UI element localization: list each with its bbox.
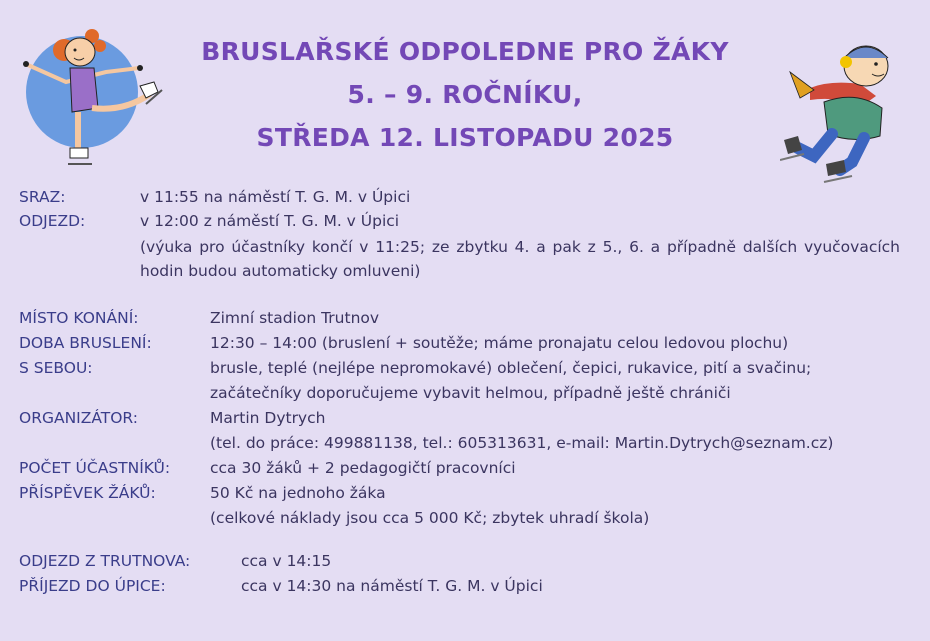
prispevek-note: (celkové náklady jsou cca 5 000 Kč; zbytek uhradí škola) <box>210 509 650 527</box>
odjezd-trutnov-label: ODJEZD Z TRUTNOVA: <box>19 552 191 570</box>
sebou-value-2: začátečníky doporučujeme vybavit helmou, případně ještě chrániči <box>210 384 731 402</box>
doba-value: 12:30 – 14:00 (bruslení + soutěže; máme pronajatu celou ledovou plochu) <box>210 334 789 352</box>
sraz-label: SRAZ: <box>19 188 66 206</box>
organizator-label: ORGANIZÁTOR: <box>19 409 138 427</box>
sebou-value: brusle, teplé (nejlépe nepromokavé) oblečení, čepici, rukavice, pití a svačinu; <box>210 359 812 377</box>
prijezd-label: PŘÍJEZD DO ÚPICE: <box>19 577 166 595</box>
title-line-1: BRUSLAŘSKÉ ODPOLEDNE PRO ŽÁKY <box>201 37 729 66</box>
title-line-2: 5. – 9. ROČNÍKU, <box>347 80 583 109</box>
misto-value: Zimní stadion Trutnov <box>210 309 380 327</box>
prispevek-value: 50 Kč na jednoho žáka <box>210 484 386 502</box>
odjezd-note: (výuka pro účastníky končí v 11:25; ze zbytku 4. a pak z 5., 6. a případně dalších vyučovacích hodin budou automaticky omluveni) <box>140 238 900 280</box>
doba-label: DOBA BRUSLENÍ: <box>19 334 152 352</box>
prijezd-value: cca v 14:30 na náměstí T. G. M. v Úpici <box>241 577 543 595</box>
prispevek-label: PŘÍSPĚVEK ŽÁKŮ: <box>19 484 156 502</box>
sraz-value: v 11:55 na náměstí T. G. M. v Úpici <box>140 188 411 206</box>
odjezd-value: v 12:00 z náměstí T. G. M. v Úpici <box>140 212 400 230</box>
misto-label: MÍSTO KONÁNÍ: <box>19 309 139 327</box>
title-line-3: STŘEDA 12. LISTOPADU 2025 <box>256 123 674 152</box>
organizator-value: Martin Dytrych <box>210 409 326 427</box>
organizator-contact: (tel. do práce: 499881138, tel.: 605313631, e-mail: Martin.Dytrych@seznam.cz) <box>210 434 834 452</box>
page-title <box>0 30 930 159</box>
odjezd-trutnov-value: cca v 14:15 <box>241 552 332 570</box>
pocet-label: POČET ÚČASTNÍKŮ: <box>19 459 171 477</box>
sebou-label: S SEBOU: <box>19 359 93 377</box>
pocet-value: cca 30 žáků + 2 pedagogičtí pracovníci <box>210 459 516 477</box>
odjezd-label: ODJEZD: <box>19 212 86 230</box>
